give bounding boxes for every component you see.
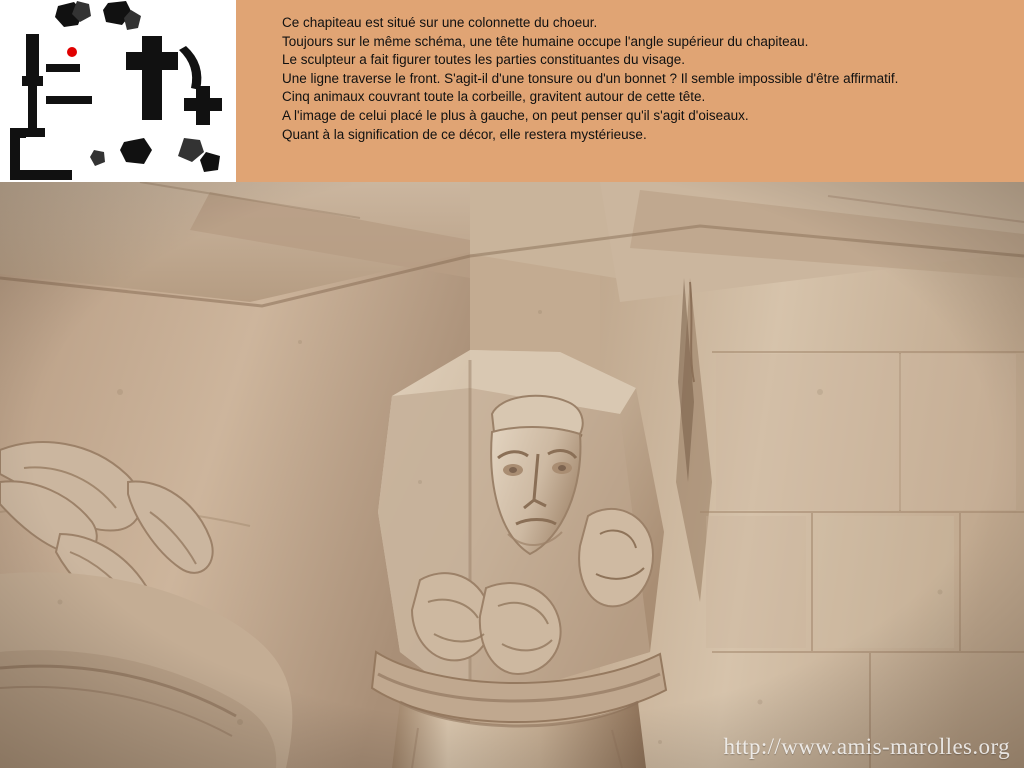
caption-line-2: Toujours sur le même schéma, une tête humaine occupe l'angle supérieur du chapiteau. (282, 33, 809, 49)
caption-line-3: Le sculpteur a fait figurer toutes les parties constituantes du visage. (282, 52, 685, 68)
capital-photograph-image (0, 182, 1024, 768)
caption-line-1: Ce chapiteau est situé sur une colonnette du choeur. (282, 15, 598, 30)
caption-line-4: Une ligne traverse le front. S'agit-il d'une tonsure ou d'un bonnet ? Il semble impossible d'être affirmatif. (282, 70, 899, 86)
location-marker-icon (67, 47, 77, 57)
floor-plan-icon (0, 0, 236, 182)
caption-line-6: A l'image de celui placé le plus à gauche, on peut penser qu'il s'agit d'oiseaux. (282, 107, 749, 123)
caption-text-block (236, 0, 1024, 182)
caption-line-7: Quant à la signification de ce décor, elle restera mystérieuse. (282, 126, 647, 142)
watermark-url: http://www.amis-marolles.org (723, 734, 1010, 759)
caption-line-5: Cinq animaux couvrant toute la corbeille, gravitent autour de cette tête. (282, 89, 706, 105)
capital-photograph (0, 182, 1024, 768)
caption-header (0, 0, 1024, 182)
floor-plan-thumbnail (0, 0, 236, 182)
